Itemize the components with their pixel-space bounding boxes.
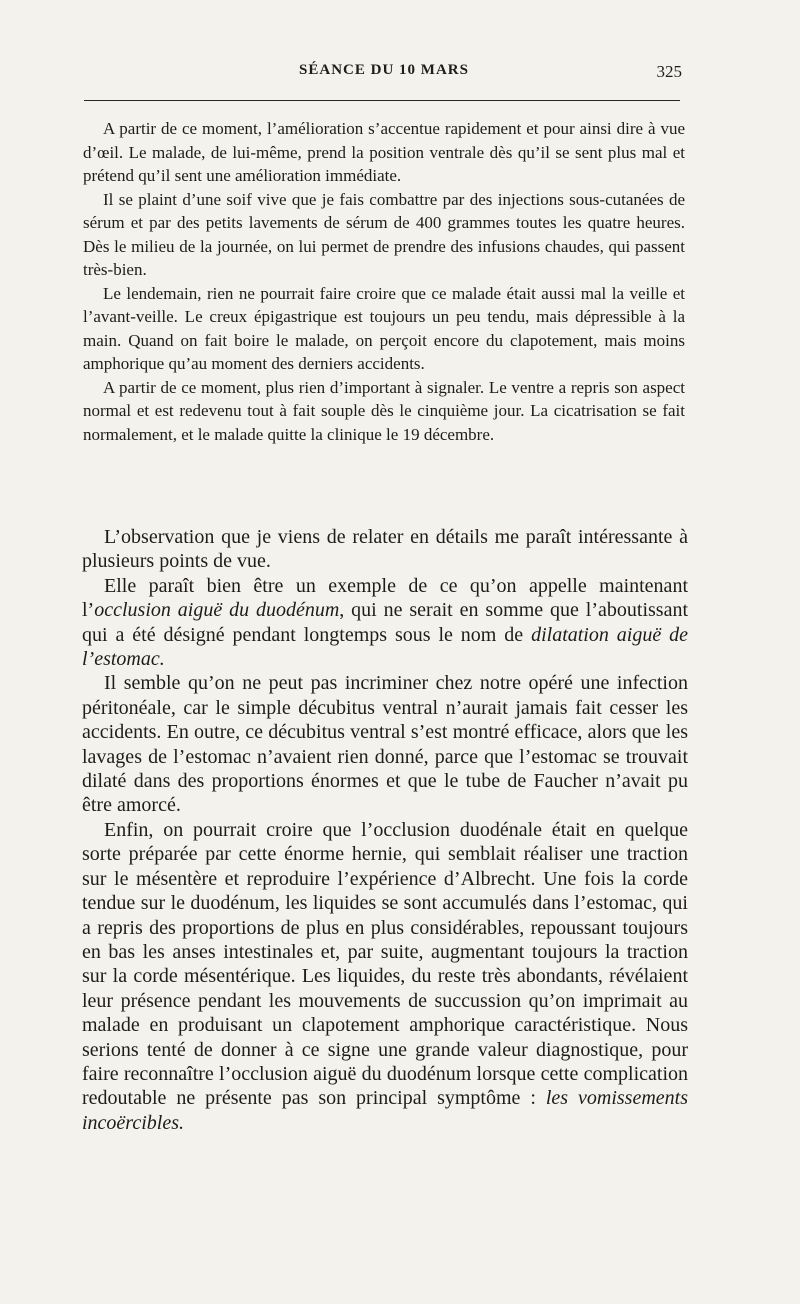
- discussion-paragraph-4: [82, 818, 688, 1135]
- term-dilatation-aigue: dilatation aiguë de l’estomac.: [82, 623, 689, 671]
- running-title: SÉANCE DU 10 MARS: [299, 62, 469, 78]
- term-occlusion-aigue: occlusion aiguë du duodénum: [94, 599, 340, 622]
- discussion-paragraph-2-text-b: , qui ne serait en somme que l’aboutissant qui a été désigné pendant longtemps sous le nom de: [82, 599, 688, 646]
- discussion-paragraph-2-text-a: Elle paraît bien être un exemple de ce qu’on appelle maintenant l’: [82, 574, 688, 622]
- discussion-section: [82, 525, 688, 1135]
- observation-paragraph-4: A partir de ce moment, plus rien d’important à signaler. Le ventre a repris son aspect normal et est redevenu tout à fait souple dès le cinquième jour. La cicatrisation se fait normalement, et le malade quitte la clinique le 19 décembre.: [83, 377, 685, 444]
- term-vomissements: les vomissements incoërcibles.: [82, 1087, 688, 1134]
- running-head: [86, 62, 682, 84]
- observation-paragraph-1: A partir de ce moment, l’amélioration s’accentue rapidement et pour ainsi dire à vue d’œil. Le malade, de lui-même, prend la position ventrale dès qu’il se sent plus mal et prétend qu’il sent une amélioration immédiate.: [83, 119, 685, 185]
- discussion-paragraph-4-text: Enfin, on pourrait croire que l’occlusion duodénale était en quelque sorte préparée par cette énorme hernie, qui semblait réaliser une traction sur le mésentère et reproduire l’expérience d’Albrecht. Une fois la corde tendue sur le duodénum, les liquides se sont accumulés dans l’estomac, qui a repris des proportions de plus en plus considérables, repoussant toujours en bas les anses intestinales et, par suite, augmentant toujours la traction sur la corde mésentérique. Les liquides, du reste très abondants, révélaient leur présence pendant les mouvements de succussion qu’on imprimait au malade en produisant un clapotement amphorique caractéristique. Nous serions tenté de donner à ce signe une grande valeur diagnostique, pour faire reconnaître l’occlusion aiguë du duodénum lorsque cette complication redoutable ne présente pas son principal symptôme :: [82, 818, 688, 1110]
- discussion-paragraph-1: L’observation que je viens de relater en détails me paraît intéressante à plusieurs points de vue.: [82, 526, 688, 573]
- header-rule: [84, 100, 680, 101]
- observation-paragraph-2: Il se plaint d’une soif vive que je fais combattre par des injections sous-cutanées de sérum et par des petits lavements de sérum de 400 grammes toutes les quatre heures. Dès le milieu de la journée, on lui permet de prendre des infusions chaudes, qui passent très-bien.: [83, 189, 685, 279]
- observation-section: [83, 117, 685, 446]
- discussion-paragraph-3: Il semble qu’on ne peut pas incriminer chez notre opéré une infection péritonéale, car le simple décubitus ventral n’aurait jamais fait cesser les accidents. En outre, ce décubitus ventral s’est montré efficace, alors que les lavages de l’estomac n’avaient rien donné, parce que l’estomac se trouvait dilaté dans des proportions énormes et que le tube de Faucher n’avait pu être amorcé.: [82, 672, 688, 817]
- observation-paragraph-3: Le lendemain, rien ne pourrait faire croire que ce malade était aussi mal la veille et l’avant-veille. Le creux épigastrique est toujours un peu tendu, mais dépressible à la main. Quand on fait boire le malade, on perçoit encore du clapotement, mais moins amphorique qu’au moment des derniers accidents.: [83, 283, 685, 373]
- page-number: 325: [656, 62, 682, 81]
- discussion-paragraph-2: [82, 574, 688, 672]
